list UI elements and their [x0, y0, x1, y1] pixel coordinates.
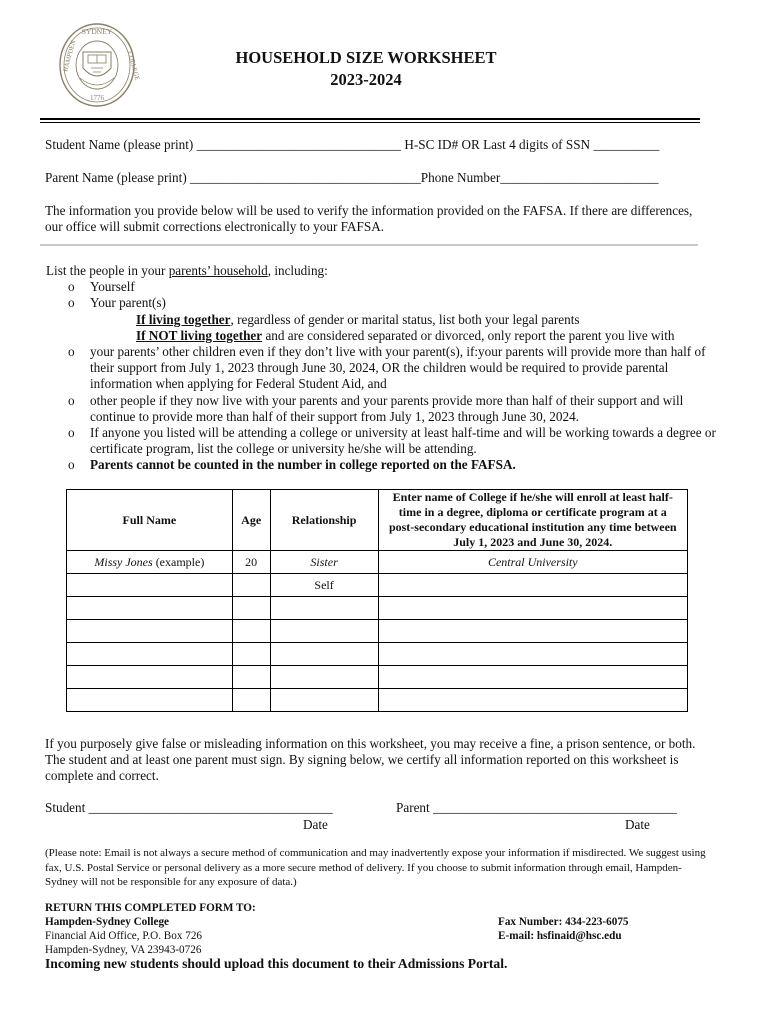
table-row-example [67, 551, 688, 574]
name-cell[interactable] [67, 689, 233, 712]
college-cell[interactable] [378, 597, 687, 620]
bullet-icon: o [68, 344, 75, 360]
email-security-note: (Please note: Email is not always a secure method of communication and may inadvertently expose your information if misdirected. We suggest using fax, U.S. Postal Service or personal delivery as a more secure method of delivery. If you choose to submit information through email, Hampden-Sydney will not be responsible for any exposure of data.) [45, 847, 706, 888]
svg-text:COLLEGE: COLLEGE [126, 50, 141, 82]
header-college: Enter name of College if he/she will enroll at least half-time in a degree, diploma or certificate program at a post-secondary educational institution any time between July 1, 2023 and June 30, 2024. [378, 490, 687, 551]
parents-household-term: parents’ household [168, 263, 268, 278]
table-row-self [67, 574, 688, 597]
age-cell[interactable] [232, 643, 270, 666]
header-divider-thin [40, 122, 700, 123]
svg-text:1776: 1776 [90, 94, 104, 102]
example-relationship: Sister [270, 551, 378, 574]
relationship-cell[interactable] [270, 597, 378, 620]
bullet-icon: o [68, 279, 75, 295]
return-org: Hampden-Sydney College [45, 916, 170, 928]
example-age: 20 [232, 551, 270, 574]
list-item: o Your parent(s) [68, 295, 166, 311]
college-cell[interactable] [378, 666, 687, 689]
age-cell[interactable] [232, 689, 270, 712]
college-cell[interactable] [378, 620, 687, 643]
bullet-icon: o [68, 295, 75, 311]
header-age: Age [232, 490, 270, 551]
age-cell[interactable] [232, 597, 270, 620]
household-table [66, 489, 688, 712]
name-cell[interactable] [67, 574, 233, 597]
warning-paragraph: If you purposely give false or misleading information on this worksheet, you may receive a fine, a prison sentence, or both. The student and at least one parent must sign. By signing below, we certify all information reported on this worksheet is complete and correct. [45, 736, 696, 784]
contact-info [498, 915, 728, 943]
college-seal-logo [58, 22, 141, 108]
college-cell[interactable] [378, 643, 687, 666]
header-full-name: Full Name [67, 490, 233, 551]
list-lead: List the people in your parents’ household, including: [46, 263, 328, 278]
list-item: o Yourself [68, 279, 135, 295]
page-title: HOUSEHOLD SIZE WORKSHEET [235, 48, 497, 67]
header-divider [40, 118, 700, 120]
return-heading: RETURN THIS COMPLETED FORM TO: [45, 902, 256, 914]
sub-item-not-living-together: If NOT living together and are considered separated or divorced, only report the parent you live with [136, 327, 675, 343]
age-cell[interactable] [232, 620, 270, 643]
return-office: Financial Aid Office, P.O. Box 726 [45, 930, 203, 942]
student-name-field[interactable]: Student Name (please print) _______________________________ H-SC ID# OR Last 4 digits of SSN __________ [45, 137, 660, 152]
student-date-label: Date [303, 817, 328, 832]
relationship-cell[interactable] [270, 666, 378, 689]
return-city: Hampden-Sydney, VA 23943-0726 [45, 944, 202, 956]
relationship-cell[interactable] [270, 643, 378, 666]
bullet-icon: o [68, 392, 75, 408]
age-cell[interactable] [232, 666, 270, 689]
section-divider [40, 244, 698, 246]
fax-number: Fax Number: 434-223-6075 [498, 916, 629, 928]
list-item: o If anyone you listed will be attending a college or university at least half-time and will be working towards a degree or certificate program, list the college or university he/she will be attending. [68, 425, 716, 457]
table-row [67, 597, 688, 620]
list-item: o Parents cannot be counted in the number in college reported on the FAFSA. [68, 457, 516, 473]
parent-signature-line[interactable]: Parent _____________________________________ [396, 800, 677, 815]
sub-item-living-together: If living together, regardless of gender or marital status, list both your legal parents [136, 311, 580, 327]
name-cell[interactable] [67, 597, 233, 620]
bullet-icon: o [68, 425, 75, 441]
bullet-icon: o [68, 457, 75, 473]
table-header-row [67, 490, 688, 551]
header-relationship: Relationship [270, 490, 378, 551]
parent-name-field[interactable]: Parent Name (please print) ___________________________________Phone Number________________________ [45, 170, 659, 185]
table-row [67, 643, 688, 666]
email-address[interactable]: E-mail: hsfinaid@hsc.edu [498, 930, 622, 942]
academic-year: 2023-2024 [330, 70, 402, 89]
college-cell[interactable] [378, 689, 687, 712]
list-item: o your parents’ other children even if they don’t live with your parent(s), if:your parents will provide more than half of their support from July 1, 2023 through June 30, 2024, OR the children would be required to provide parental information when applying for Federal Student Aid, and [68, 344, 706, 392]
table-row [67, 666, 688, 689]
name-cell[interactable] [67, 666, 233, 689]
example-college: Central University [378, 551, 687, 574]
college-cell[interactable] [378, 574, 687, 597]
svg-text:SYDNEY: SYDNEY [81, 27, 113, 36]
name-cell[interactable] [67, 620, 233, 643]
example-name: Missy Jones (example) [67, 551, 233, 574]
intro-paragraph: The information you provide below will be used to verify the information provided on the FAFSA. If there are differences, our office will submit corrections electronically to your FAFSA. [45, 203, 693, 235]
parent-date-label: Date [625, 817, 650, 832]
table-row [67, 689, 688, 712]
household-instructions [46, 263, 726, 474]
relationship-cell: Self [270, 574, 378, 597]
relationship-cell[interactable] [270, 689, 378, 712]
svg-text:HAMPDEN: HAMPDEN [62, 39, 78, 73]
upload-instruction: Incoming new students should upload this document to their Admissions Portal. [45, 956, 508, 971]
list-item: o other people if they now live with your parents and your parents provide more than half of their support and will continue to provide more than half of their support from July 1, 2023 through June 30, 2024. [68, 392, 684, 424]
table-row [67, 620, 688, 643]
return-address [45, 901, 465, 957]
age-cell[interactable] [232, 574, 270, 597]
student-signature-line[interactable]: Student _____________________________________ [45, 800, 333, 815]
relationship-cell[interactable] [270, 620, 378, 643]
name-cell[interactable] [67, 643, 233, 666]
